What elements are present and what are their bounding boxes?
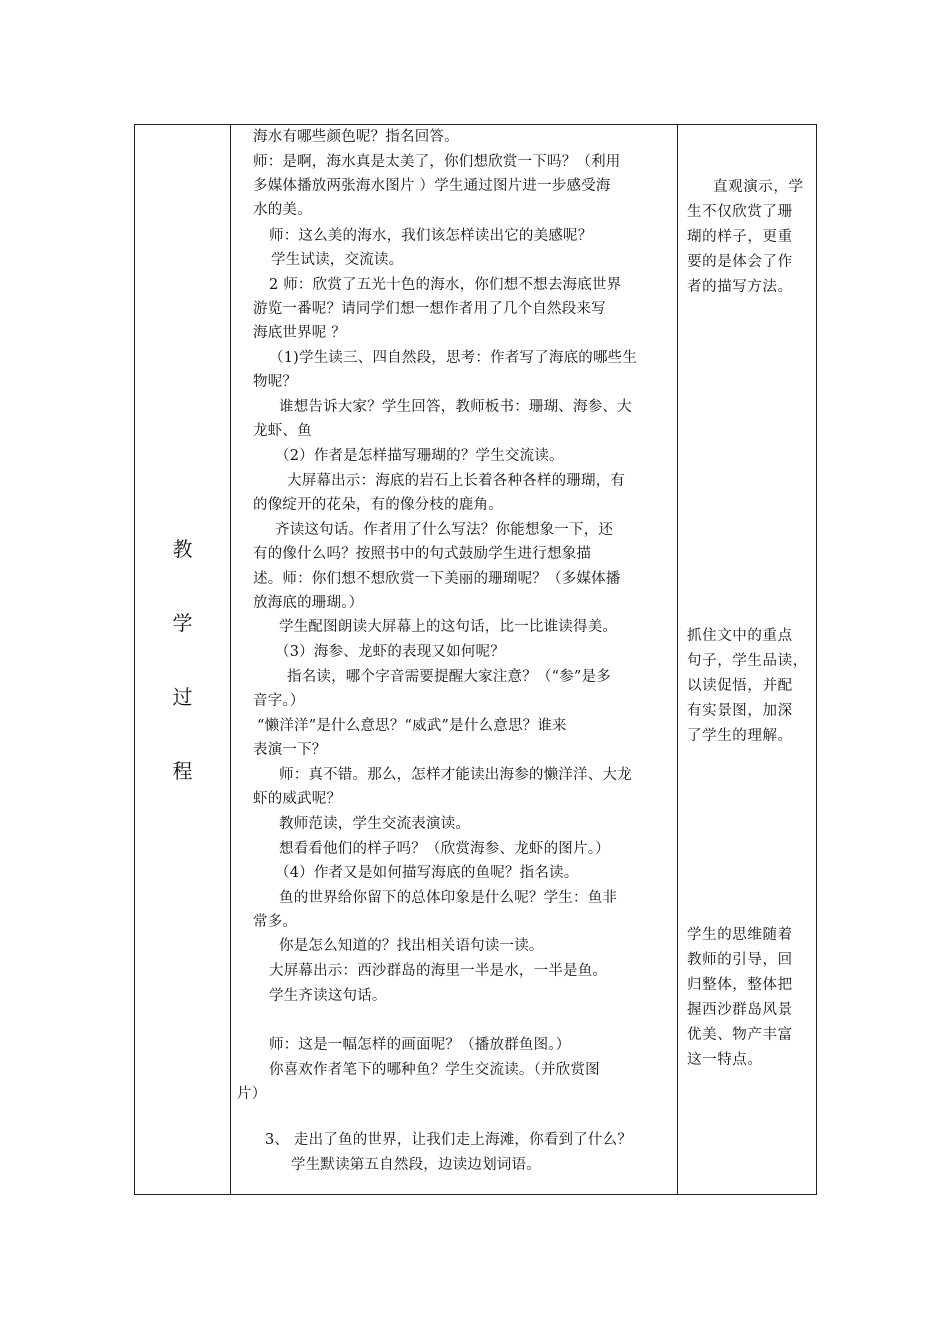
text-line: 齐读这句话。作者用了什么写法？你能想象一下，还 [275,522,614,538]
table-row [135,125,817,1195]
note-line: 握西沙群岛风景 [687,1002,793,1018]
section-label-char: 学 [172,610,193,635]
teaching-process-text [231,125,677,1194]
text-line: 师：是啊，海水真是太美了，你们想欣赏一下吗？（利用 [253,154,621,170]
text-line: 学生配图朗读大屏幕上的这句话，比一比谁读得美。 [279,619,618,635]
design-notes-cell [678,125,817,1195]
section-label-char: 过 [172,684,193,709]
text-line: 水的美。 [253,202,312,218]
text-line: 3、 走出了鱼的世界，让我们走上海滩，你看到了什么？ [265,1132,633,1148]
note-line: 瑚的样子，更重 [687,229,793,245]
note-line: 直观演示，学 [713,179,804,195]
text-line: 片） [237,1086,267,1102]
text-line: 学生默读第五自然段，边读边划词语。 [291,1157,541,1173]
text-line: “懒洋洋”是什么意思？“威武”是什么意思？谁来 [257,718,567,734]
note-line: 有实景图，加深 [687,703,793,719]
section-label-char: 教 [172,536,193,561]
note-line: 这一特点。 [687,1052,763,1068]
text-line: 表演一下？ [253,742,327,758]
text-line: 鱼的世界给你留下的总体印象是什么呢？学生：鱼非 [279,890,618,906]
note-line: 句子，学生品读， [687,653,808,669]
text-line: 想看看他们的样子吗？（欣赏海参、龙虾的图片。） [279,841,610,857]
text-line: 你喜欢作者笔下的哪种鱼？学生交流读。（并欣赏图 [269,1062,600,1078]
text-line: 龙虾、鱼 [253,423,312,439]
text-line: 物呢？ [253,374,298,390]
section-label-char: 程 [172,758,193,783]
text-line: 大屏幕出示：西沙群岛的海里一半是水，一半是鱼。 [269,963,608,979]
text-line: 你是怎么知道的？找出相关语句读一读。 [279,938,544,954]
text-line: 教师范读，学生交流表演读。 [279,816,471,832]
text-line: 2 师：欣赏了五光十色的海水，你们想不想去海底世界 [269,277,622,293]
text-line: 音字。） [253,693,305,709]
design-notes-text [678,125,816,1194]
text-line: （4）作者又是如何描写海底的鱼呢？指名读。 [275,865,579,881]
text-line: （3）海参、龙虾的表现又如何呢？ [275,644,505,660]
text-line: 放海底的珊瑚。） [253,595,364,611]
text-line: 师：真不错。那么，怎样才能读出海参的懒洋洋、大龙 [279,767,632,783]
text-line: 学生试读，交流读。 [271,252,404,268]
teaching-process-cell [231,125,678,1195]
text-line: （1)学生读三、四自然段，思考：作者写了海底的哪些生 [269,350,638,366]
note-line: 生不仅欣赏了珊 [687,204,793,220]
text-line: 学生齐读这句话。 [269,988,387,1004]
text-line: 海水有哪些颜色呢？指名回答。 [253,129,459,145]
text-line: 师：这么美的海水，我们该怎样读出它的美感呢？ [269,228,593,244]
text-line: 虾的威武呢？ [253,791,342,807]
text-line: 的像绽开的花朵，有的像分枝的鹿角。 [253,497,503,513]
text-line: 师：这是一幅怎样的画面呢？（播放群鱼图。） [269,1037,571,1053]
text-line: 述。师：你们想不想欣赏一下美丽的珊瑚呢？（多媒体播 [253,571,621,587]
note-line: 学生的思维随着 [687,927,793,943]
text-line: 谁想告诉大家？学生回答，教师板书：珊瑚、海参、大 [279,399,632,415]
text-line: 指名读，哪个字音需要提醒大家注意？（“参”是多 [287,669,611,685]
note-line: 了学生的理解。 [687,728,793,744]
note-line: 者的描写方法。 [687,279,793,295]
note-line: 归整体，整体把 [687,977,793,993]
note-line: 以读促悟，并配 [687,678,793,694]
text-line: 游览一番呢？请同学们想一想作者用了几个自然段来写 [253,301,606,317]
text-line: 有的像什么吗？按照书中的句式鼓励学生进行想象描 [253,546,592,562]
text-line: 大屏幕出示：海底的岩石上长着各种各样的珊瑚，有 [287,473,626,489]
text-line: 多媒体播放两张海水图片 ）学生通过图片进一步感受海 [253,178,611,194]
note-line: 要的是体会了作 [687,254,793,270]
lesson-plan-table [134,124,817,1195]
note-line: 优美、物产丰富 [687,1027,793,1043]
section-label [135,512,230,808]
text-line: （2）作者是怎样描写珊瑚的？学生交流读。 [275,448,564,464]
section-label-cell [135,125,231,1195]
text-line: 海底世界呢 ？ [253,325,347,341]
note-line: 抓住文中的重点 [687,628,793,644]
text-line: 常多。 [253,914,298,930]
note-line: 教师的引导，回 [687,952,793,968]
